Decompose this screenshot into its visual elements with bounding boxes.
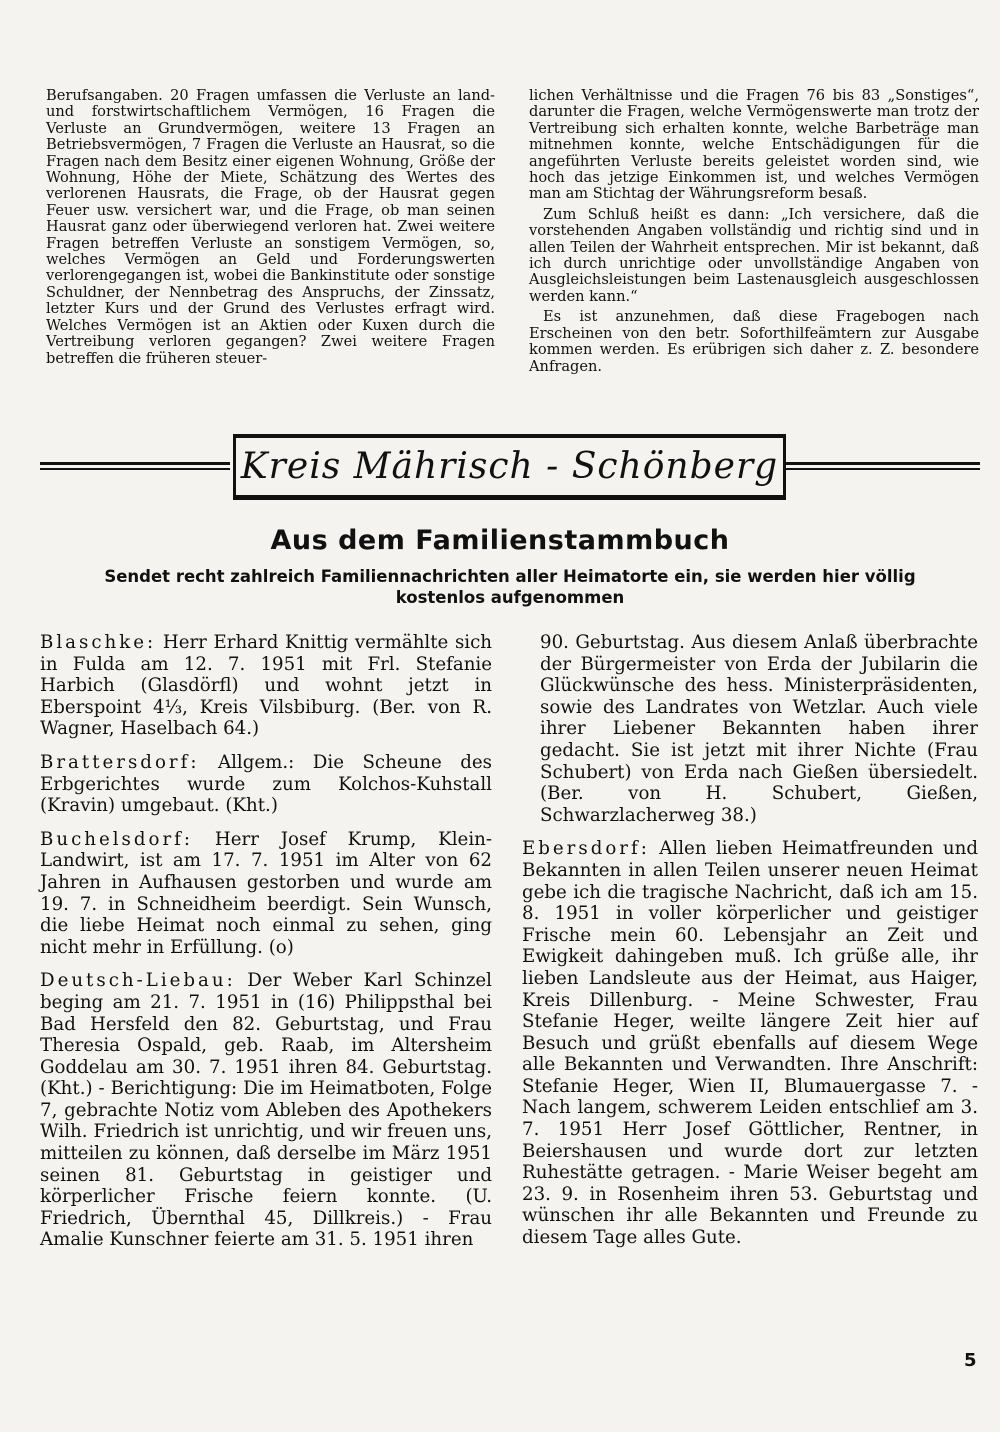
body-right-column [522,632,978,1261]
place-name: Brattersdorf: [40,751,200,773]
entry-text: Allen lieben Heimatfreunden und Bekannten in allen Teilen unserer neuen Heimat gebe ich die tragische Nachricht, daß ich am 15. 8. 1951 in voller körperlicher und geistiger Frische mein 60. Lebensjahr an Zeit und Ewigkeit dahingeben muß. Ich grüße alle, ihr lieben Landsleute aus der Heimat, aus Haiger, Kreis Dillenburg. - Meine Schwester, Frau Stefanie Heger, weilte längere Zeit hier auf Besuch und grüßt ebenfalls auf diesem Wege alle Bekannten und Verwandten. Ihre Anschrift: Stefanie Heger, Wien II, Blumauergasse 7. - Nach langem, schwerem Leiden entschlief am 3. 7. 1951 Herr Josef Göttlicher, Rentner, in Beiershausen und wurde dort zur letzten Ruhestätte getragen. - Marie Weiser begeht am 23. 9. in Rosenheim ihren 53. Geburtstag und wünschen ihr alle Bekannten und Freunde zu diesem Tage alles Gute. [522,838,978,1249]
page-number: 5 [964,1350,977,1371]
top-right-paragraph-1: lichen Verhältnisse und die Fragen 76 bis 83 „Sonstiges“, darunter die Fragen, welche Vermögenswerte man trotz der Vertreibung sich erhalten konnte, welche Barbeträge man mitnehmen konnte, welche Entschädigungen für die angeführten Verluste bereits geleistet worden sind, wie hoch das jetzige Einkommen ist, und welches Vermögen man am Stichtag der Währungsreform besaß. [529,87,979,203]
place-name: Ebersdorf: [522,838,650,860]
entry-deutsch-liebau [40,970,492,1251]
place-name: Buchelsdorf: [40,828,194,850]
district-banner [40,430,980,510]
entry-text: Der Weber Karl Schinzel beging am 21. 7. 1951 in (16) Philippsthal bei Bad Hersfeld den 82. Geburtstag, und Frau Theresia Ospald, geb. Raab, im Altersheim Goddelau am 30. 7. 1951 ihren 84. Geburtstag. (Kht.) - Berichtigung: Die im Heimatboten, Folge 7, gebrachte Notiz vom Ableben des Apothekers Wilh. Friedrich ist unrichtig, und wir freuen uns, mitteilen zu können, daß derselbe im März 1951 seinen 81. Geburtstag in geistiger und körperlicher Frische feiern konnte. (U. Friedrich, Übernthal 45, Dillkreis.) - Frau Amalie Kunschner feierte am 31. 5. 1951 ihren [40,970,492,1251]
entry-buchelsdorf [40,829,492,959]
top-left-column [46,88,495,371]
entry-text: Allgem.: Die Scheune des Erbgerichtes wurde zum Kolchos-Kuhstall (Kravin) umgebaut. (Kht.) [40,751,492,817]
top-right-paragraph-2: Zum Schluß heißt es dann: „Ich versichere, daß die vorstehenden Angaben vollständig und richtig sind und in allen Teilen der Wahrheit entsprechen. Mir ist bekannt, daß ich durch unrichtige oder unvollständige Angaben von Ausgleichsleistungen beim Lastenausgleich ausgeschlossen werden kann.“ [529,205,979,305]
top-left-paragraph: Berufsangaben. 20 Fragen umfassen die Verluste an land- und forstwirtschaftlichem Vermögen, 16 Fragen die Verluste an Grundvermögen, weitere 13 Fragen an Betriebsvermögen, 7 Fragen die Verluste an Hausrat, so die Fragen nach dem Besitz einer eigenen Wohnung, Größe der Wohnung, Höhe der Miete, Schätzung des Wertes des verlorenen Hausrats, die Frage, ob der Hausrat gegen Feuer usw. versichert war, und die Frage, ob man seinen Hausrat ganz oder überwiegend verloren hat. Zwei weitere Fragen betreffen Verluste an sonstigem Vermögen, so, welches Vermögen an Geld und Forderungswerten verlorengegangen ist, wobei die Bankinstitute oder sonstige Schuldner, der Nennbetrag des Anspruchs, der Zinssatz, letzter Kurs und der Grund des Verlustes erfragt wird. Welches Vermögen ist an Aktien oder Kuxen durch die Vertreibung verloren gegangen? Zwei weitere Fragen betreffen die früheren steuer- [46,87,495,367]
district-title: Kreis Mährisch - Schönberg [240,446,779,487]
place-name: Blaschke: [40,632,157,653]
section-subheading: Sendet recht zahlreich Familiennachrichten aller Heimatorte ein, sie werden hier völlig kostenlos aufgenommen [104,567,916,607]
top-right-paragraph-3: Es ist anzunehmen, daß diese Fragebogen nach Erscheinen von den betr. Soforthilfeämtern zur Ausgabe kommen werden. Es erübrigen sich daher z. Z. besondere Anfragen. [529,308,979,375]
top-right-column [529,88,979,379]
place-name: Deutsch-Liebau: [40,970,236,992]
entry-brattersdorf [40,752,492,817]
entry-ebersdorf [522,838,978,1248]
entry-text: Herr Josef Krump, Klein-Landwirt, ist am 17. 7. 1951 im Alter von 62 Jahren in Aufhausen gestorben und wurde am 19. 7. in Schneidheim beerdigt. Sein Wunsch, die liebe Heimat noch einmal zu sehen, ging nicht mehr in Erfüllung. (o) [40,828,492,958]
section-heading: Aus dem Familienstammbuch [270,525,730,556]
banner-rule-left-bottom [40,468,230,470]
body-left-column [40,632,492,1263]
banner-frame [233,434,786,500]
entry-blaschke [40,632,492,740]
banner-rule-left-top [40,462,230,465]
banner-rule-right-bottom [786,468,980,470]
entry-text: Herr Erhard Knittig vermählte sich in Fulda am 12. 7. 1951 mit Frl. Stefanie Harbich (Glasdörfl) und wohnt jetzt in Eberspoint 4⅓, Kreis Vilsbiburg. (Ber. von R. Wagner, Haselbach 64.) [40,632,492,740]
banner-rule-right-top [786,462,980,465]
entry-deutsch-liebau-continuation: 90. Geburtstag. Aus diesem Anlaß überbrachte der Bürgermeister von Erda der Jubilarin die Glückwünsche des hess. Ministerpräsidenten, sowie des Landrates von Wetzlar. Auch viele ihrer Liebener Bekannten haben ihrer gedacht. Sie ist jetzt mit ihrer Nichte (Frau Schubert) von Erda nach Gießen übersiedelt. (Ber. von H. Schubert, Gießen, Schwarzlacherweg 38.) [540,632,978,826]
